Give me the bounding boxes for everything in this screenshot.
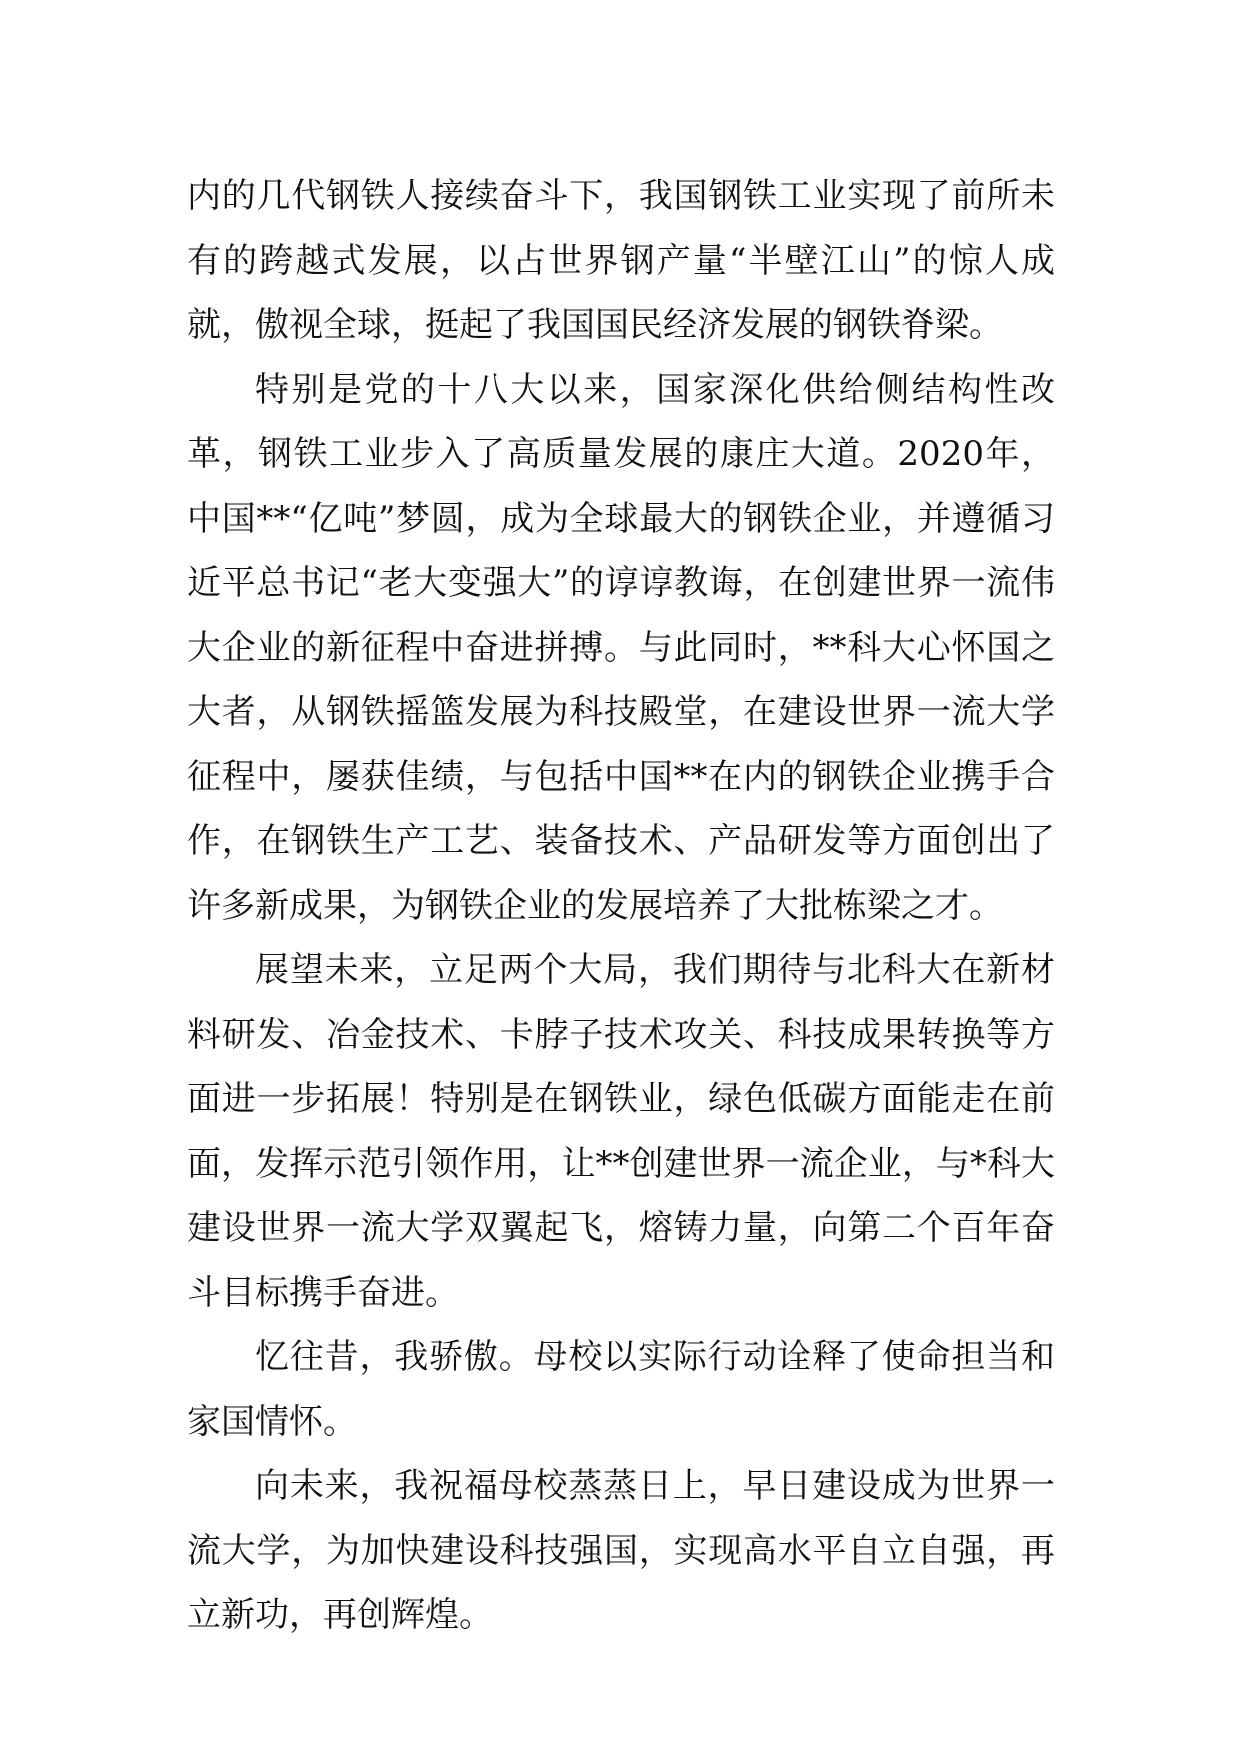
body-text <box>187 164 1055 1648</box>
paragraph-future-wishes: 向未来，我祝福母校蒸蒸日上，早日建设成为世界一流大学，为加快建设科技强国，实现高水平自立自强，再立新功，再创辉煌。 <box>187 1466 1055 1635</box>
paragraph-continued: 内的几代钢铁人接续奋斗下，我国钢铁工业实现了前所未有的跨越式发展，以占世界钢产量“半壁江山”的惊人成就，傲视全球，挺起了我国国民经济发展的钢铁脊梁。 <box>187 176 1055 345</box>
paragraph-looking-ahead: 展望未来，立足两个大局，我们期待与北科大在新材料研发、冶金技术、卡脖子技术攻关、科技成果转换等方面进一步拓展！特别是在钢铁业，绿色低碳方面能走在前面，发挥示范引领作用，让**创建世界一流企业，与*科大建设世界一流大学双翼起飞，熔铸力量，向第二个百年奋斗目标携手奋进。 <box>187 950 1055 1313</box>
paragraph-recalling-past: 忆往昔，我骄傲。母校以实际行动诠释了使命担当和家国情怀。 <box>187 1337 1055 1442</box>
paragraph-since-18th-congress: 特别是党的十八大以来，国家深化供给侧结构性改革，钢铁工业步入了高质量发展的康庄大道。2020年，中国**“亿吨”梦圆，成为全球最大的钢铁企业，并遵循习近平总书记“老大变强大”的谆谆教诲，在创建世界一流伟大企业的新征程中奋进拼搏。与此同时，**科大心怀国之大者，从钢铁摇篮发展为科技殿堂，在建设世界一流大学征程中，屡获佳绩，与包括中国**在内的钢铁企业携手合作，在钢铁生产工艺、装备技术、产品研发等方面创出了许多新成果，为钢铁企业的发展培养了大批栋梁之才。 <box>187 369 1055 926</box>
